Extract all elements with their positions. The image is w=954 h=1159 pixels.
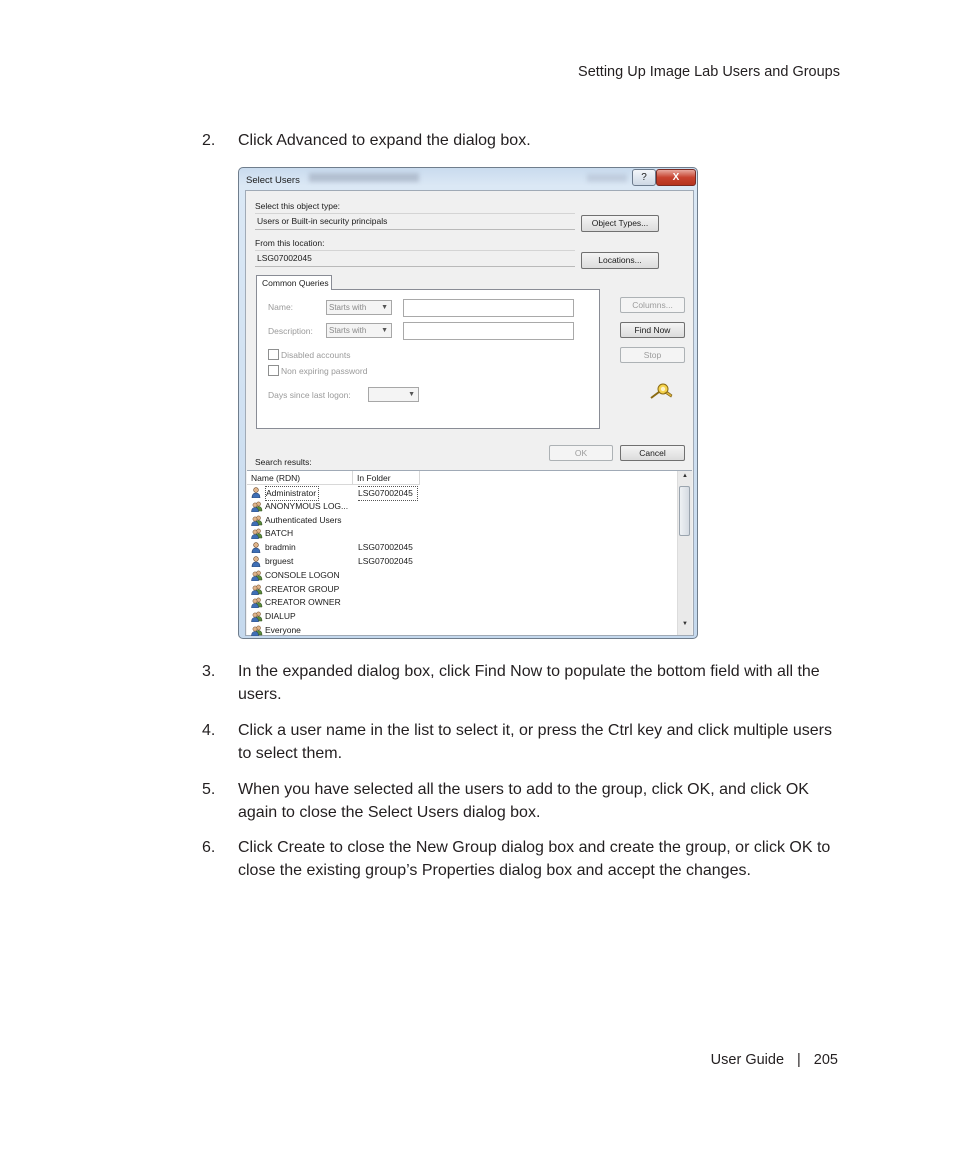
user-icon [251, 556, 263, 567]
name-mode-select[interactable] [326, 300, 392, 315]
object-types-button[interactable]: Object Types... [581, 215, 659, 232]
object-type-field: Users or Built-in security principals [255, 213, 575, 230]
step-text: When you have selected all the users to add to the group, click OK, and click OK again to close the Select Users dialog box. [238, 781, 809, 821]
common-queries-panel [256, 289, 600, 429]
group-icon [251, 515, 263, 526]
group-icon [251, 528, 263, 539]
find-now-button[interactable]: Find Now [620, 322, 685, 338]
description-label: Description: [268, 326, 313, 336]
result-folder: LSG07002045 [358, 556, 413, 566]
column-header-in-folder[interactable]: In Folder [353, 471, 420, 485]
result-name: CREATOR OWNER [265, 597, 341, 608]
ok-button[interactable]: OK [549, 445, 613, 461]
blurred-title-background [309, 173, 419, 182]
scroll-up-icon[interactable]: ▲ [682, 473, 688, 479]
stop-button[interactable]: Stop [620, 347, 685, 363]
disabled-accounts-label: Disabled accounts [281, 350, 351, 360]
group-icon [251, 501, 263, 512]
table-row[interactable] [247, 514, 683, 528]
result-name: CONSOLE LOGON [265, 569, 340, 580]
step-number: 6. [202, 839, 216, 856]
group-icon [251, 597, 263, 608]
result-name: Administrator [265, 486, 319, 501]
table-row[interactable] [247, 555, 683, 569]
cancel-button[interactable]: Cancel [620, 445, 685, 461]
result-folder: LSG07002045 [358, 542, 413, 553]
result-name: Authenticated Users [265, 514, 342, 525]
name-label: Name: [268, 302, 294, 312]
result-name: ANONYMOUS LOG... [265, 500, 349, 511]
table-row[interactable] [247, 569, 683, 583]
step-text: Click Advanced to expand the dialog box. [238, 132, 531, 149]
step-text: Click a user name in the list to select it, or press the Ctrl key and click multiple users to select them. [238, 722, 832, 762]
description-input[interactable] [403, 322, 574, 340]
step-number: 3. [202, 663, 216, 680]
scroll-down-icon[interactable]: ▼ [682, 621, 688, 627]
table-row[interactable] [247, 527, 683, 541]
location-label: From this location: [255, 238, 325, 248]
name-mode-value: Starts with [329, 303, 367, 312]
description-mode-value: Starts with [329, 326, 367, 335]
footer-guide: User Guide [710, 1052, 785, 1068]
location-field: LSG07002045 [255, 250, 575, 267]
result-name: CREATOR GROUP [265, 583, 340, 594]
chevron-down-icon: ▼ [381, 327, 388, 334]
step-text: In the expanded dialog box, click Find Now to populate the bottom field with all the users. [238, 663, 820, 703]
page-footer [711, 1052, 838, 1068]
vertical-scrollbar[interactable] [677, 471, 692, 635]
non-expiring-password-label: Non expiring password [281, 366, 368, 376]
footer-separator: | [797, 1052, 801, 1068]
days-since-logon-select[interactable] [368, 387, 419, 402]
step-text: Click Create to close the New Group dialog box and create the group, or click OK to close the existing group’s Properties dialog box and accept the changes. [238, 839, 831, 879]
scrollbar-thumb[interactable] [679, 486, 690, 536]
user-icon [251, 542, 263, 553]
group-icon [251, 611, 263, 622]
chevron-down-icon: ▼ [408, 391, 415, 398]
page-number: 205 [813, 1052, 838, 1068]
search-results-label: Search results: [255, 457, 312, 467]
help-button[interactable]: ? [632, 169, 656, 186]
group-icon [251, 584, 263, 595]
select-users-dialog [238, 167, 698, 639]
result-name: Everyone [265, 625, 301, 635]
column-header-name[interactable]: Name (RDN) [247, 471, 353, 485]
columns-button[interactable]: Columns... [620, 297, 685, 313]
description-mode-select[interactable] [326, 323, 392, 338]
locations-button[interactable]: Locations... [581, 252, 659, 269]
user-icon [251, 487, 263, 498]
table-row[interactable] [247, 596, 683, 610]
tab-common-queries[interactable]: Common Queries [256, 275, 332, 290]
table-row[interactable] [247, 541, 683, 555]
result-name: DIALUP [265, 611, 296, 622]
running-head: Setting Up Image Lab Users and Groups [578, 64, 840, 80]
table-row[interactable] [247, 624, 683, 638]
group-icon [251, 570, 263, 581]
close-button[interactable]: X [656, 169, 696, 186]
search-key-icon [648, 381, 674, 399]
table-row[interactable] [247, 610, 683, 624]
dialog-title: Select Users [246, 175, 300, 186]
group-icon [251, 625, 263, 636]
blurred-title-background [587, 174, 627, 182]
table-row[interactable] [247, 583, 683, 597]
disabled-accounts-checkbox[interactable] [268, 349, 279, 360]
days-since-logon-label: Days since last logon: [268, 390, 351, 400]
step-number: 5. [202, 781, 216, 798]
result-name: BATCH [265, 528, 294, 539]
step-number: 2. [202, 132, 216, 149]
result-folder: LSG07002045 [358, 486, 418, 501]
object-type-label: Select this object type: [255, 201, 341, 211]
non-expiring-password-checkbox[interactable] [268, 365, 279, 376]
search-results-list[interactable] [247, 470, 692, 635]
step-number: 4. [202, 722, 216, 739]
chevron-down-icon: ▼ [381, 304, 388, 311]
table-row[interactable] [247, 500, 683, 514]
result-name: brguest [265, 556, 294, 566]
name-input[interactable] [403, 299, 574, 317]
table-row[interactable] [247, 486, 683, 500]
result-name: bradmin [265, 542, 296, 553]
dialog-client-area [245, 190, 694, 636]
